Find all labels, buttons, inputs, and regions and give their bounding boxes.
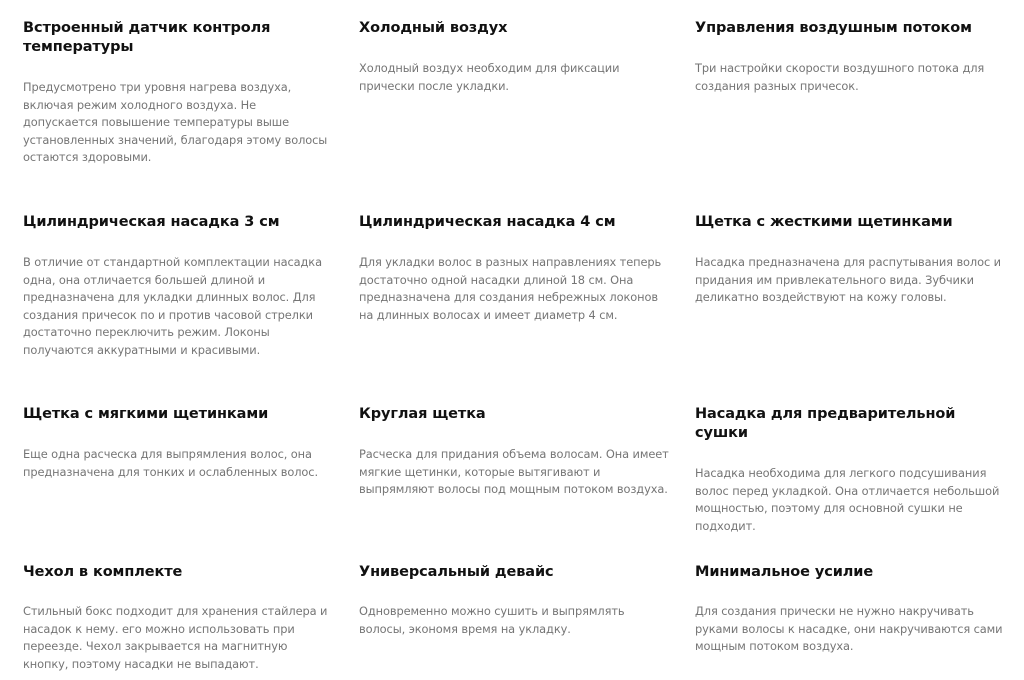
feature-stiff-brush [695, 213, 1005, 307]
feature-title: Минимальное усилие [695, 564, 874, 580]
feature-title: Насадка для предварительной сушки [695, 406, 956, 441]
feature-description: Для создания прически не нужно накручивать руками волосы к насадке, они накручиваются сами мощным потоком воздуха. [695, 604, 1003, 653]
feature-description: Еще одна расческа для выпрямления волос, она предназначена для тонких и ослабленных волос. [23, 447, 318, 479]
feature-description: Насадка предназначена для распутывания волос и придания им привлекательного вида. Зубчики деликатно воздействуют на кожу головы. [695, 255, 1001, 304]
feature-title: Холодный воздух [359, 20, 508, 36]
feature-description: Одновременно можно сушить и выпрямлять волосы, экономя время на укладку. [359, 604, 625, 636]
feature-minimal-effort [695, 563, 1005, 656]
feature-airflow-control [695, 19, 1005, 95]
feature-cylinder-4cm [359, 213, 669, 324]
feature-description: Холодный воздух необходим для фиксации прически после укладки. [359, 61, 620, 93]
feature-description: В отличие от стандартной комплектации насадка одна, она отличается большей длиной и предназначена для укладки длинных волос. Для создания причесок по и против часовой стрелки достаточно переключить режим. Локоны получаются аккуратными и красивыми. [23, 255, 322, 357]
feature-cold-air [359, 19, 669, 95]
feature-description: Насадка необходима для легкого подсушивания волос перед укладкой. Она отличается небольшой мощностью, поэтому для основной сушки не подходит. [695, 466, 1000, 533]
feature-soft-brush [23, 405, 333, 481]
feature-description: Расческа для придания объема волосам. Она имеет мягкие щетинки, которые вытягивают и выпрямляют волосы под мощным потоком воздуха. [359, 447, 669, 496]
feature-round-brush [359, 405, 669, 499]
feature-title: Управления воздушным потоком [695, 20, 972, 36]
feature-title: Щетка с жесткими щетинками [695, 214, 953, 230]
feature-description: Три настройки скорости воздушного потока для создания разных причесок. [695, 61, 985, 93]
feature-title: Цилиндрическая насадка 3 см [23, 214, 280, 230]
feature-description: Для укладки волос в разных направлениях теперь достаточно одной насадки длиной 18 см. Она предназначена для создания небрежных локонов на длинных волосах и имеет диаметр 4 см. [359, 255, 662, 322]
feature-description: Стильный бокс подходит для хранения стайлера и насадок к нему. его можно использовать при переезде. Чехол закрывается на магнитную кнопку, поэтому насадки не выпадают. [23, 604, 328, 671]
feature-cylinder-3cm [23, 213, 333, 359]
feature-universal-device [359, 563, 669, 638]
feature-description: Предусмотрено три уровня нагрева воздуха, включая режим холодного воздуха. Не допускается повышение температуры выше установленных значений, благодаря этому волосы остаются здоровыми. [23, 80, 328, 164]
feature-title: Круглая щетка [359, 406, 486, 422]
feature-title: Чехол в комплекте [23, 564, 183, 580]
feature-temperature-sensor [23, 19, 333, 167]
feature-case-included [23, 563, 333, 673]
feature-pre-dry-attachment [695, 405, 1005, 535]
feature-title: Щетка с мягкими щетинками [23, 406, 269, 422]
feature-title: Цилиндрическая насадка 4 см [359, 214, 616, 230]
feature-title: Встроенный датчик контроля температуры [23, 20, 271, 55]
feature-title: Универсальный девайс [359, 564, 554, 580]
